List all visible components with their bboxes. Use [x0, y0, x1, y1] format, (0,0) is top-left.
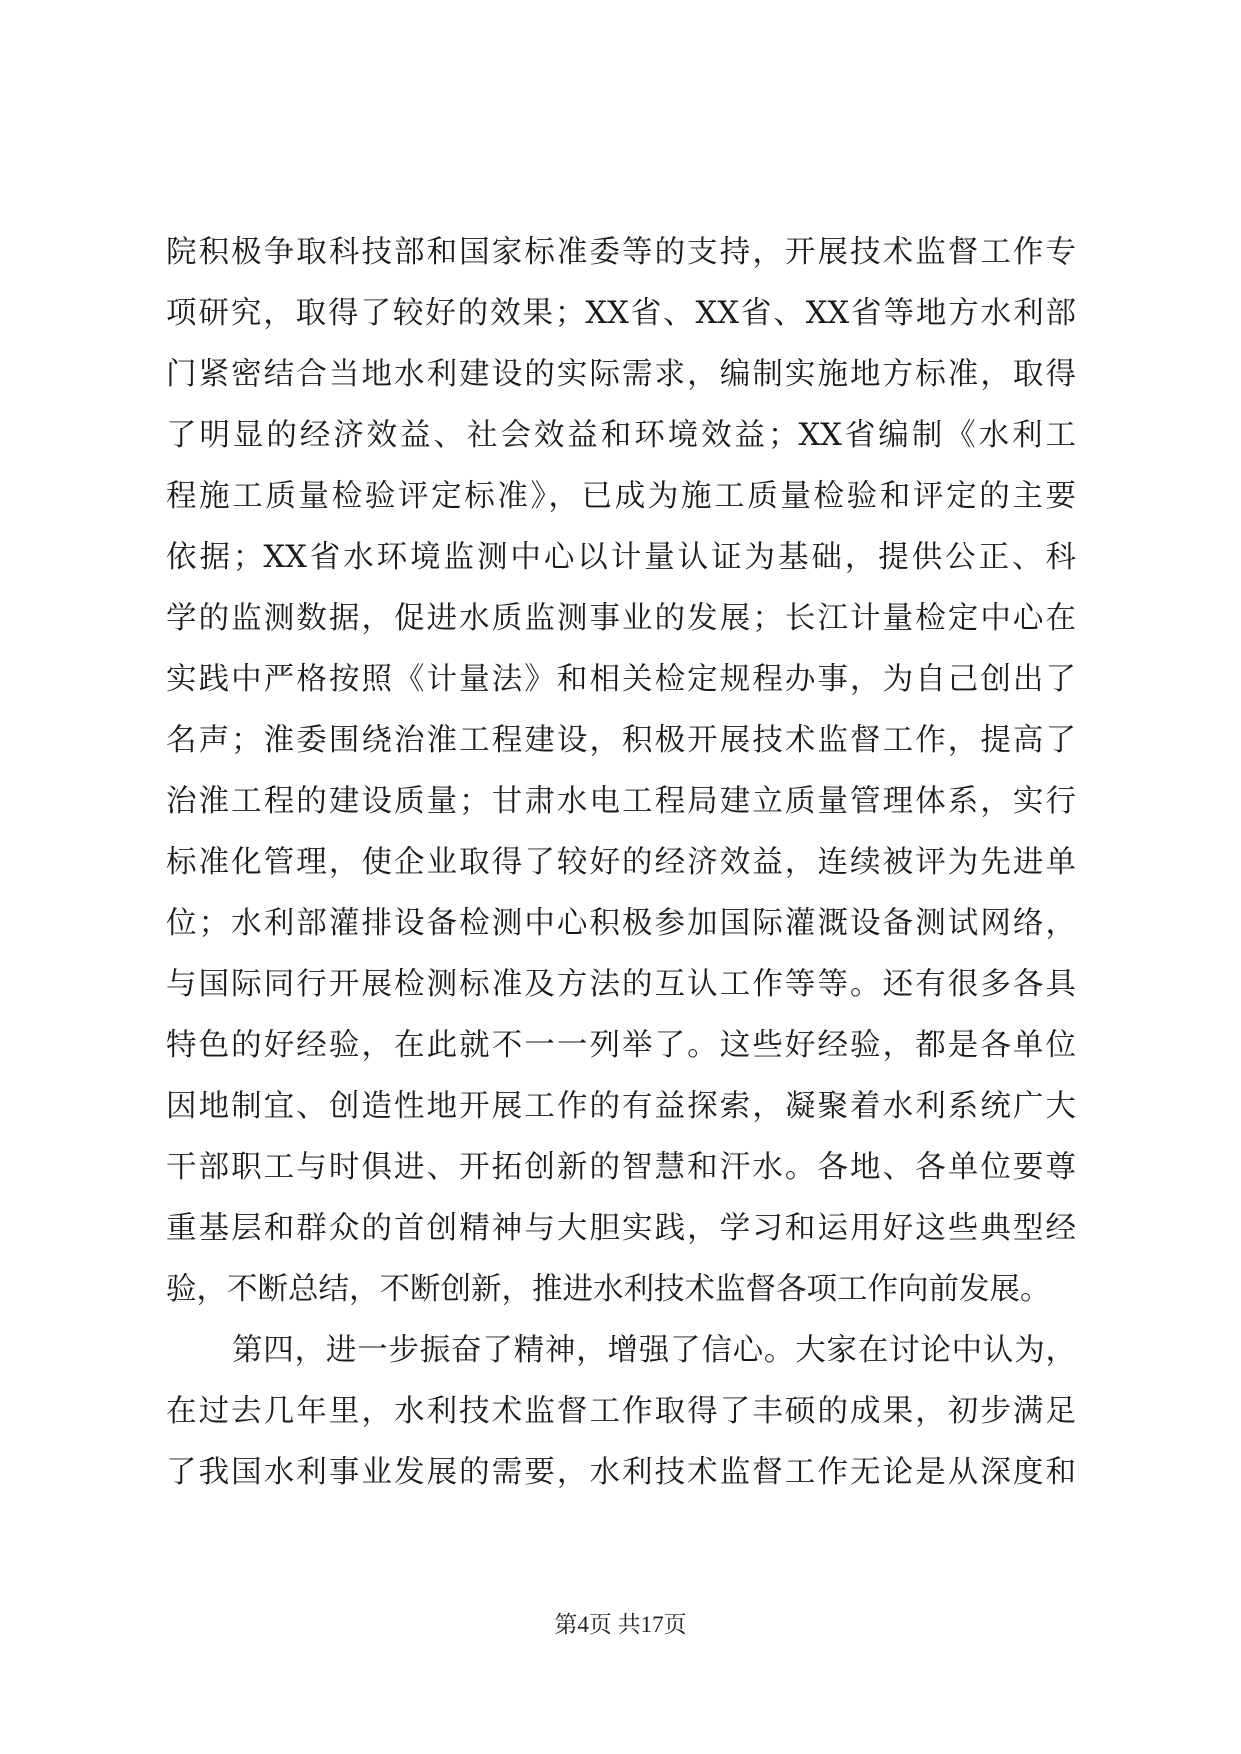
text-line: 治淮工程的建设质量；甘肃水电工程局建立质量管理体系，实行	[166, 784, 1076, 819]
text-line: 验，不断总结，不断创新，推进水利技术监督各项工作向前发展。	[166, 1272, 1051, 1307]
paragraph-start-line: 第四，进一步振奋了精神，增强了信心。大家在讨论中认为，	[232, 1333, 1076, 1368]
page-footer	[0, 1606, 1241, 1639]
text-line: 院积极争取科技部和国家标准委等的支持，开展技术监督工作专	[166, 235, 1076, 270]
text-line: 在过去几年里，水利技术监督工作取得了丰硕的成果，初步满足	[166, 1394, 1076, 1429]
text-line: 标准化管理，使企业取得了较好的经济效益，连续被评为先进单	[166, 845, 1076, 880]
text-line: 与国际同行开展检测标准及方法的互认工作等等。还有很多各具	[166, 967, 1076, 1002]
text-line: 项研究，取得了较好的效果；XX省、XX省、XX省等地方水利部	[166, 296, 1076, 331]
text-line: 重基层和群众的首创精神与大胆实践，学习和运用好这些典型经	[166, 1211, 1076, 1246]
body-text	[166, 222, 1076, 1503]
page-number-label: 第4页 共17页	[554, 1612, 687, 1637]
text-line: 实践中严格按照《计量法》和相关检定规程办事，为自己创出了	[166, 662, 1076, 697]
text-line: 依据；XX省水环境监测中心以计量认证为基础，提供公正、科	[166, 540, 1076, 575]
text-line: 因地制宜、创造性地开展工作的有益探索，凝聚着水利系统广大	[166, 1089, 1076, 1124]
text-line: 门紧密结合当地水利建设的实际需求，编制实施地方标准，取得	[166, 357, 1076, 392]
text-line: 学的监测数据，促进水质监测事业的发展；长江计量检定中心在	[166, 601, 1076, 636]
text-line: 程施工质量检验评定标准》，已成为施工质量检验和评定的主要	[166, 479, 1076, 514]
text-line: 干部职工与时俱进、开拓创新的智慧和汗水。各地、各单位要尊	[166, 1150, 1076, 1185]
text-line: 了我国水利事业发展的需要，水利技术监督工作无论是从深度和	[166, 1455, 1076, 1490]
text-line: 名声；淮委围绕治淮工程建设，积极开展技术监督工作，提高了	[166, 723, 1076, 758]
text-line: 特色的好经验，在此就不一一列举了。这些好经验，都是各单位	[166, 1028, 1076, 1063]
text-line: 了明显的经济效益、社会效益和环境效益；XX省编制《水利工	[166, 418, 1076, 453]
text-line: 位；水利部灌排设备检测中心积极参加国际灌溉设备测试网络，	[166, 906, 1076, 941]
